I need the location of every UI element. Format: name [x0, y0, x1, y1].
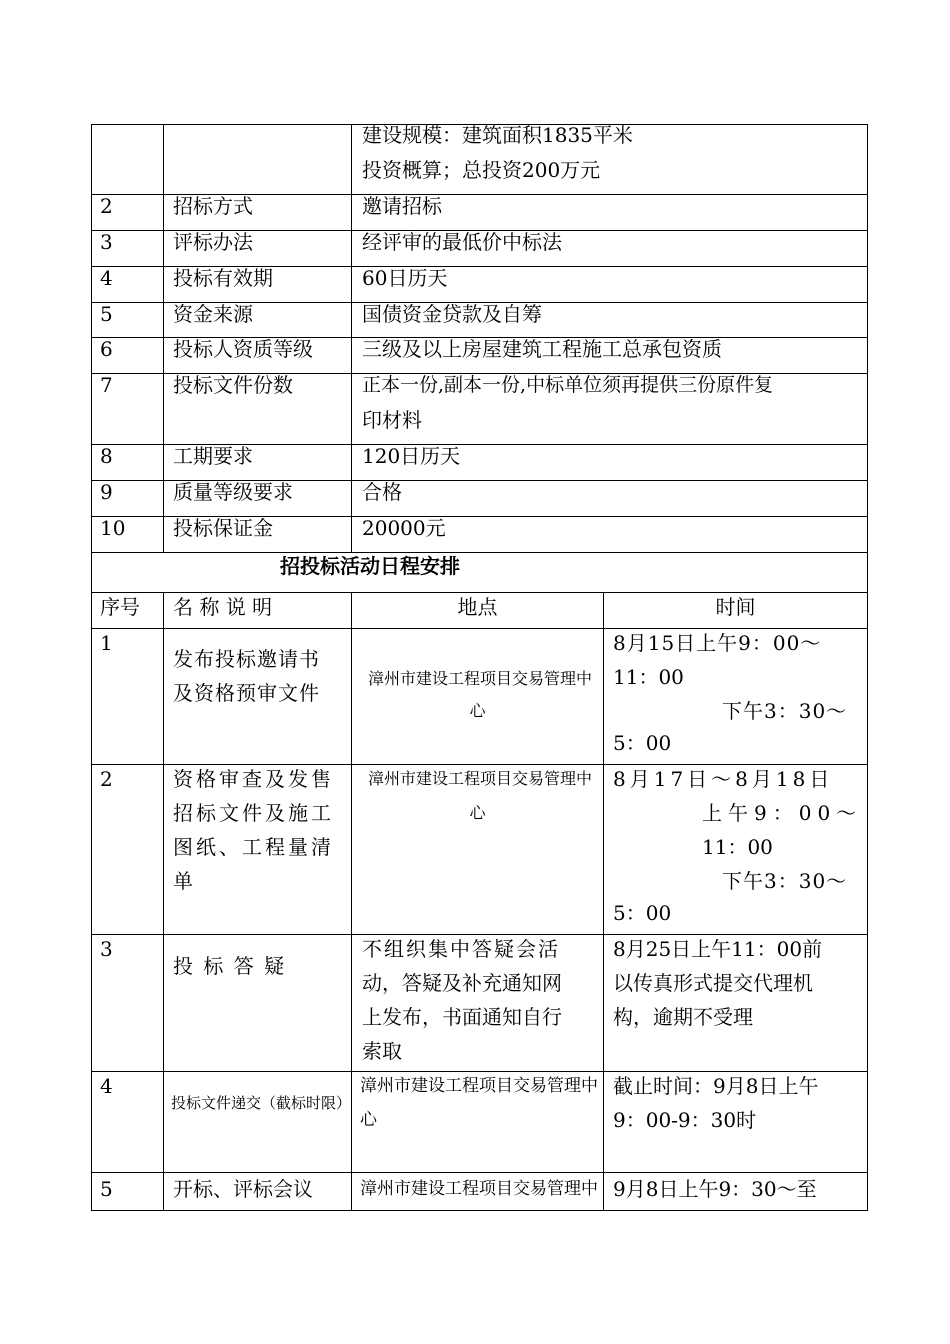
header-name: 名 称 说 明 [173, 595, 273, 619]
schedule-time: 9：00-9：30时 [613, 1108, 757, 1132]
row-number: 6 [100, 337, 113, 361]
intro-line: 投资概算；总投资200万元 [362, 158, 601, 182]
schedule-number: 2 [100, 767, 113, 791]
row-item: 投标保证金 [173, 516, 273, 540]
row-number: 3 [100, 230, 113, 254]
row-content: 印材料 [362, 408, 422, 432]
rule [351, 124, 352, 552]
row-number: 9 [100, 480, 113, 504]
row-number: 7 [100, 373, 113, 397]
row-content: 合格 [362, 480, 402, 504]
row-item: 投标有效期 [173, 266, 273, 290]
rule [867, 124, 868, 1211]
schedule-number: 4 [100, 1074, 113, 1098]
schedule-place: 上发布，书面通知自行 [362, 1005, 562, 1029]
schedule-name: 招标文件及施工 [173, 801, 334, 825]
schedule-place: 漳州市建设工程项目交易管理中 [360, 1179, 598, 1199]
row-content: 正本一份,副本一份,中标单位须再提供三份原件复 [362, 374, 774, 396]
rule [163, 592, 164, 1211]
schedule-place: 漳州市建设工程项目交易管理中 [360, 1076, 598, 1096]
schedule-name: 投 标 答 疑 [173, 954, 287, 978]
schedule-number: 1 [100, 631, 113, 655]
row-number: 10 [100, 516, 126, 540]
schedule-place: 漳州市建设工程项目交易管理中 [368, 669, 593, 688]
row-content: 20000元 [362, 516, 446, 540]
row-item: 工期要求 [173, 444, 253, 468]
schedule-time: 11：00 [613, 665, 684, 689]
row-item: 投标人资质等级 [173, 337, 313, 361]
schedule-time: 8月17日～8月18日 [613, 767, 834, 791]
schedule-time: 下午3：30～ [722, 699, 848, 723]
row-content: 经评审的最低价中标法 [362, 230, 562, 254]
schedule-time: 9月8日上午9：30～至 [613, 1177, 817, 1201]
rule [91, 1210, 868, 1211]
schedule-number: 3 [100, 937, 113, 961]
row-item: 质量等级要求 [173, 480, 293, 504]
header-time: 时间 [715, 595, 756, 619]
rule [91, 124, 92, 1211]
header-place: 地点 [457, 595, 498, 619]
schedule-time: 8月25日上午11：00前 [613, 937, 823, 961]
schedule-name: 单 [173, 869, 193, 893]
schedule-place: 心 [469, 803, 486, 822]
schedule-name: 及资格预审文件 [173, 681, 320, 705]
schedule-time: 5：00 [613, 901, 672, 925]
row-item: 资金来源 [173, 302, 253, 326]
schedule-name: 投标文件递交（截标时限） [171, 1094, 352, 1112]
row-content: 三级及以上房屋建筑工程施工总承包资质 [362, 337, 722, 361]
intro-line: 建设规模：建筑面积1835平米 [362, 123, 633, 147]
row-item: 投标文件份数 [173, 373, 293, 397]
header-number: 序号 [100, 595, 140, 619]
schedule-time: 5：00 [613, 731, 672, 755]
schedule-place: 不组织集中答疑会活 [362, 937, 560, 961]
schedule-time: 下午3：30～ [722, 869, 848, 893]
schedule-name: 图纸、工程量清 [173, 835, 334, 859]
schedule-place: 漳州市建设工程项目交易管理中 [368, 769, 593, 788]
row-content: 国债资金贷款及自筹 [362, 302, 542, 326]
schedule-title: 招投标活动日程安排 [280, 554, 460, 578]
schedule-name: 发布投标邀请书 [173, 647, 320, 671]
rule [351, 592, 352, 1211]
schedule-place: 索取 [362, 1039, 402, 1063]
schedule-time: 8月15日上午9：00～ [613, 631, 822, 655]
schedule-place: 心 [469, 701, 486, 720]
schedule-name: 资格审查及发售 [173, 767, 334, 791]
schedule-time: 上午9：00～ [702, 801, 863, 825]
schedule-time: 以传真形式提交代理机 [613, 971, 813, 995]
schedule-number: 5 [100, 1177, 113, 1201]
row-item: 招标方式 [173, 194, 253, 218]
rule [163, 124, 164, 552]
row-number: 8 [100, 444, 113, 468]
schedule-time: 11：00 [702, 835, 773, 859]
rule [603, 592, 604, 1211]
row-number: 5 [100, 302, 113, 326]
row-content: 120日历天 [362, 444, 461, 468]
row-number: 2 [100, 194, 113, 218]
schedule-name: 开标、评标会议 [173, 1177, 313, 1201]
row-item: 评标办法 [173, 230, 253, 254]
row-content: 邀请招标 [362, 194, 442, 218]
rule [91, 552, 868, 553]
schedule-place: 心 [360, 1110, 377, 1130]
row-content: 60日历天 [362, 266, 448, 290]
schedule-place: 动，答疑及补充通知网 [362, 971, 562, 995]
schedule-time: 截止时间：9月8日上午 [613, 1074, 819, 1098]
row-number: 4 [100, 266, 113, 290]
schedule-time: 构，逾期不受理 [613, 1005, 753, 1029]
